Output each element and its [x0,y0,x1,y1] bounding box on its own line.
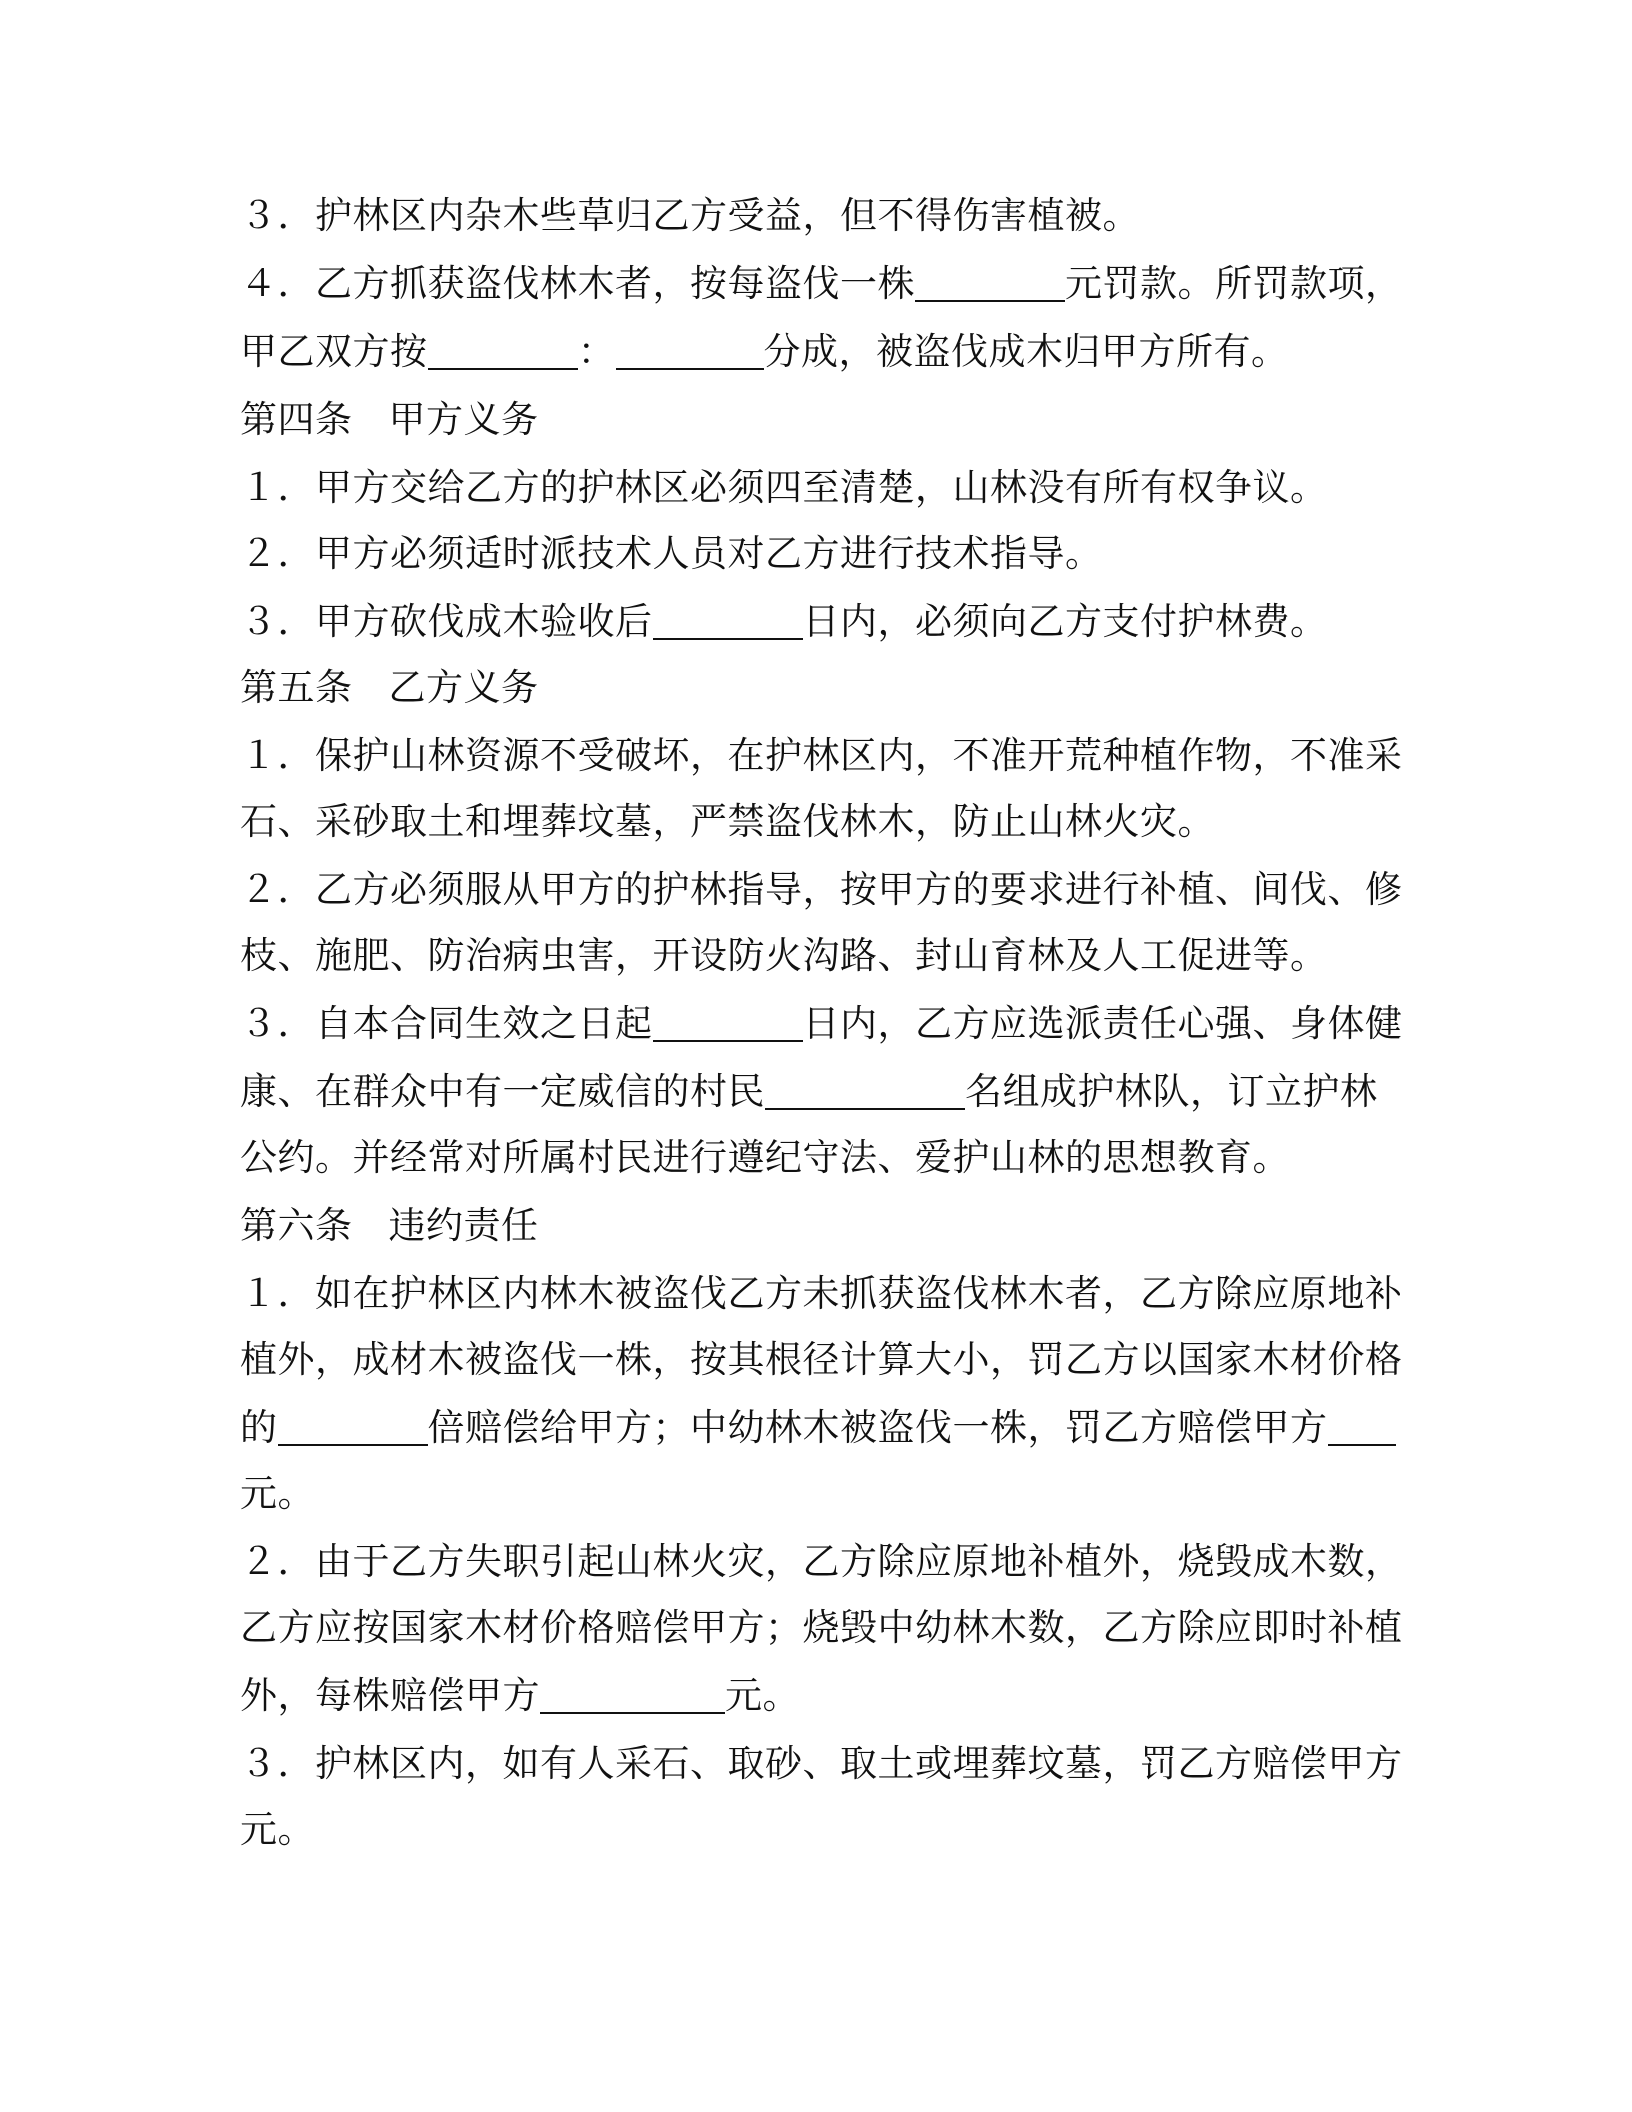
clause-5-item-1-line2 [240,788,1420,856]
clause-5-item-3-line1 [240,990,1420,1058]
clause-text: 倍赔偿给甲方；中幼林木被盗伐一株，罚乙方赔偿甲方 [427,1406,1328,1449]
clause-text: 石、采砂取土和埋葬坟墓，严禁盗伐林木，防止山林火灾。 [240,800,1215,843]
clause-text: ２．由于乙方失职引起山林火灾，乙方除应原地补植外，烧毁成木数， [240,1540,1403,1583]
clause-text: 元。 [725,1674,800,1717]
clause-text: 名组成护林队，订立护林 [965,1070,1378,1113]
clause-text: 植外，成材木被盗伐一株，按其根径计算大小，罚乙方以国家木材价格 [240,1338,1403,1381]
clause-text: 公约。并经常对所属村民进行遵纪守法、爱护山林的思想教育。 [240,1136,1290,1179]
clause-text: 的 [240,1406,278,1449]
article-title: 违约责任 [388,1204,539,1247]
clause-6-item-2-line2 [240,1594,1420,1662]
article-title: 乙方义务 [388,666,539,709]
clause-text: ３．护林区内，如有人采石、取砂、取土或埋葬坟墓，罚乙方赔偿甲方 [240,1742,1403,1785]
clause-text: 枝、施肥、防治病虫害，开设防火沟路、封山育林及人工促进等。 [240,934,1328,977]
clause-text: ３．自本合同生效之日起 [240,1002,653,1045]
clause-6-item-3-line1 [240,1730,1420,1798]
clause-text: 元。 [240,1808,315,1851]
clause-text: 日内，乙方应选派责任心强、身体健 [802,1002,1403,1045]
clause-text: 乙方应按国家木材价格赔偿甲方；烧毁中幼林木数，乙方除应即时补植 [240,1606,1403,1649]
clause-6-item-2-line3 [240,1662,1420,1730]
fill-blank[interactable] [540,1666,725,1714]
clause-3-item-4-line2 [240,318,1420,386]
clause-3-item-3 [240,182,1420,250]
fill-blank[interactable] [653,592,803,640]
ratio-colon: ： [577,330,616,373]
clause-text: １．如在护林区内林木被盗伐乙方未抓获盗伐林木者，乙方除应原地补 [240,1272,1403,1315]
clause-text: 日内，必须向乙方支付护林费。 [802,600,1328,643]
clause-6-item-1-line3 [240,1394,1420,1462]
fill-blank[interactable] [765,1062,965,1110]
clause-6-item-3-line2 [240,1796,1420,1864]
clause-text: ３．甲方砍伐成木验收后 [240,600,653,643]
clause-6-item-1-line2 [240,1326,1420,1394]
clause-text: 分成，被盗伐成木归甲方所有。 [763,330,1289,373]
clause-5-item-3-line3 [240,1124,1420,1192]
clause-text: 元。 [240,1472,315,1515]
clause-text: ２．乙方必须服从甲方的护林指导，按甲方的要求进行补植、间伐、修 [240,868,1403,911]
clause-6-item-1-line4 [240,1460,1420,1528]
article-5-heading [240,654,1420,722]
article-6-heading [240,1192,1420,1260]
fill-blank[interactable] [428,322,578,370]
clause-5-item-2-line2 [240,922,1420,990]
clause-3-item-4-line1 [240,250,1420,318]
clause-text: 康、在群众中有一定威信的村民 [240,1070,765,1113]
clause-6-item-1-line1 [240,1260,1420,1328]
clause-text: １．保护山林资源不受破坏，在护林区内，不准开荒种植作物，不准采 [240,734,1403,777]
fill-blank[interactable] [915,254,1065,302]
clause-5-item-1-line1 [240,722,1420,790]
clause-text: ４．乙方抓获盗伐林木者，按每盗伐一株 [240,262,915,305]
clause-5-item-2-line1 [240,856,1420,924]
clause-text: １．甲方交给乙方的护林区必须四至清楚，山林没有所有权争议。 [240,466,1328,509]
fill-blank[interactable] [278,1398,428,1446]
clause-4-item-1 [240,454,1420,522]
clause-6-item-2-line1 [240,1528,1420,1596]
article-4-heading [240,386,1420,454]
fill-blank[interactable] [1328,1398,1396,1446]
clause-text: 元罚款。所罚款项， [1065,262,1403,305]
clause-5-item-3-line2 [240,1058,1420,1126]
article-number: 第五条 [240,666,353,709]
clause-text: 甲乙双方按 [240,330,428,373]
clause-text: ２．甲方必须适时派技术人员对乙方进行技术指导。 [240,532,1103,575]
article-title: 甲方义务 [388,398,539,441]
clause-4-item-3 [240,588,1420,656]
clause-text: 外，每株赔偿甲方 [240,1674,540,1717]
article-number: 第六条 [240,1204,353,1247]
fill-blank[interactable] [616,322,764,370]
fill-blank[interactable] [653,994,803,1042]
article-number: 第四条 [240,398,353,441]
clause-4-item-2 [240,520,1420,588]
clause-text: ３．护林区内杂木些草归乙方受益，但不得伤害植被。 [240,194,1140,237]
